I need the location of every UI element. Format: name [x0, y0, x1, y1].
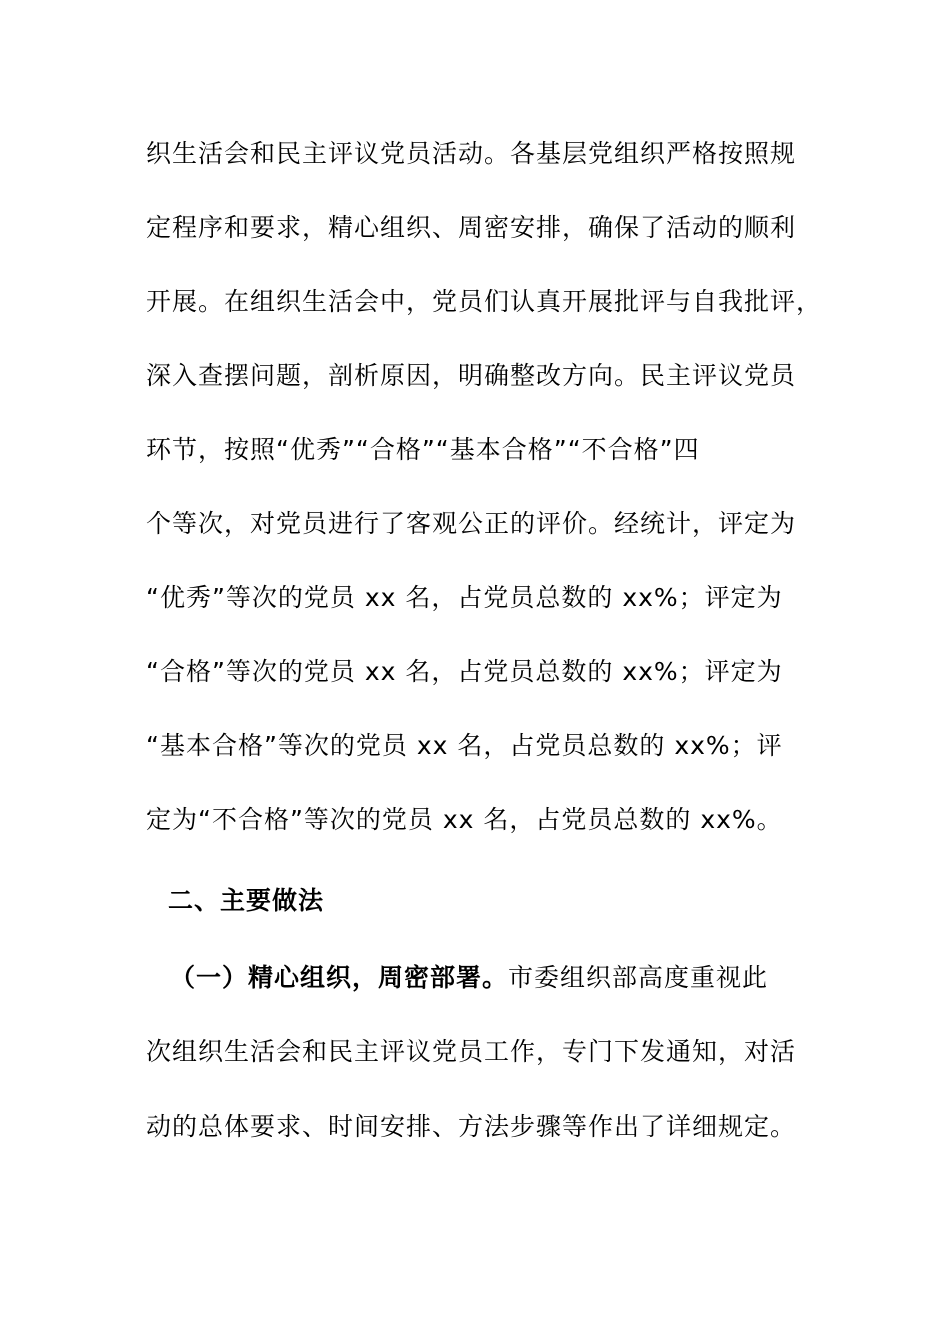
- section-heading: 二、主要做法: [168, 886, 325, 915]
- paragraph-line: 次组织生活会和民主评议党员工作，专门下发通知，对活: [146, 1037, 797, 1066]
- paragraph-line: 定为“不合格”等次的党员 xx 名，占党员总数的 xx%。: [146, 805, 783, 834]
- paragraph-line: “优秀”等次的党员 xx 名，占党员总数的 xx%；评定为: [146, 583, 783, 612]
- paragraph-line: 环节，按照“优秀”“合格”“基本合格”“不合格”四: [146, 435, 700, 464]
- paragraph-line: 定程序和要求，精心组织、周密安排，确保了活动的顺利: [146, 213, 797, 242]
- subsection-heading: （一）精心组织，周密部署。: [170, 963, 509, 992]
- paragraph-line: 开展。在组织生活会中，党员们认真开展批评与自我批评，: [146, 287, 823, 316]
- subsection-text: 市委组织部高度重视此: [508, 963, 769, 992]
- paragraph-line: 深入查摆问题，剖析原因，明确整改方向。民主评议党员: [146, 361, 797, 390]
- paragraph-line: 动的总体要求、时间安排、方法步骤等作出了详细规定。: [146, 1112, 797, 1141]
- paragraph-line: “基本合格”等次的党员 xx 名，占党员总数的 xx%；评: [146, 731, 783, 760]
- paragraph-line: 织生活会和民主评议党员活动。各基层党组织严格按照规: [146, 139, 797, 168]
- subsection-first-line: [170, 962, 850, 994]
- paragraph-line: “合格”等次的党员 xx 名，占党员总数的 xx%；评定为: [146, 657, 783, 686]
- paragraph-line: 个等次，对党员进行了客观公正的评价。经统计，评定为: [146, 509, 797, 538]
